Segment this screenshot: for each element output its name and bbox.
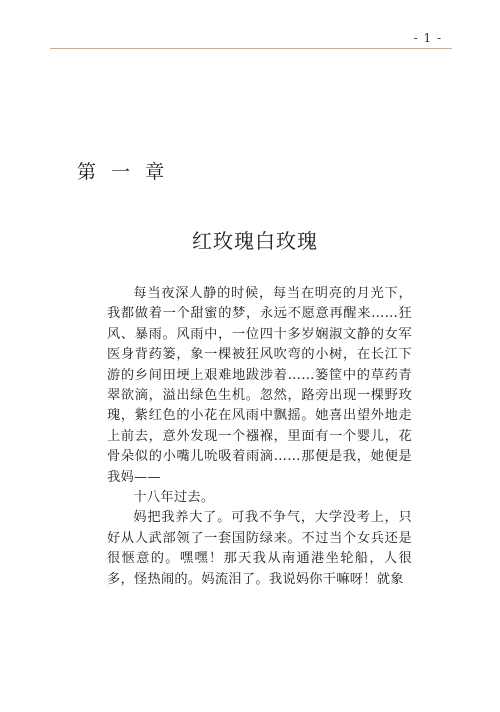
- page-number: - 1 -: [413, 31, 442, 45]
- chapter-heading: 第 一 章: [77, 161, 166, 183]
- paragraph: 妈把我养大了。可我不争气，大学没考上，只好从人武部领了一套国防绿来。不过当个女兵还是很惬意的。嘿嘿！那天我从南通港坐轮船，人很多，怪热闹的。妈流泪了。我说妈你干嘛呀！就象: [107, 510, 412, 587]
- header-divider: [50, 48, 452, 49]
- paragraph: 每当夜深人静的时候，每当在明亮的月光下，我都做着一个甜蜜的梦，永远不愿意再醒来……狂风、暴雨。风雨中，一位四十多岁娴淑文静的女军医身背药篓，象一棵被狂风吹弯的小树，在长江下游的乡间田埂上艰难地跋涉着……篓筐中的草药青翠欲滴，溢出绿色生机。忽然，路旁出现一棵野玫瑰，紫红色的小花在风雨中飘摇。她喜出望外地走上前去，意外发现一个襁褓，里面有一个婴儿，花骨朵似的小嘴儿吮吸着雨滴……那便是我，她便是我妈——: [107, 286, 412, 485]
- body-text: [107, 284, 412, 590]
- paragraph: 十八年过去。: [133, 490, 215, 506]
- chapter-title: 红玫瑰白玫瑰: [192, 229, 318, 253]
